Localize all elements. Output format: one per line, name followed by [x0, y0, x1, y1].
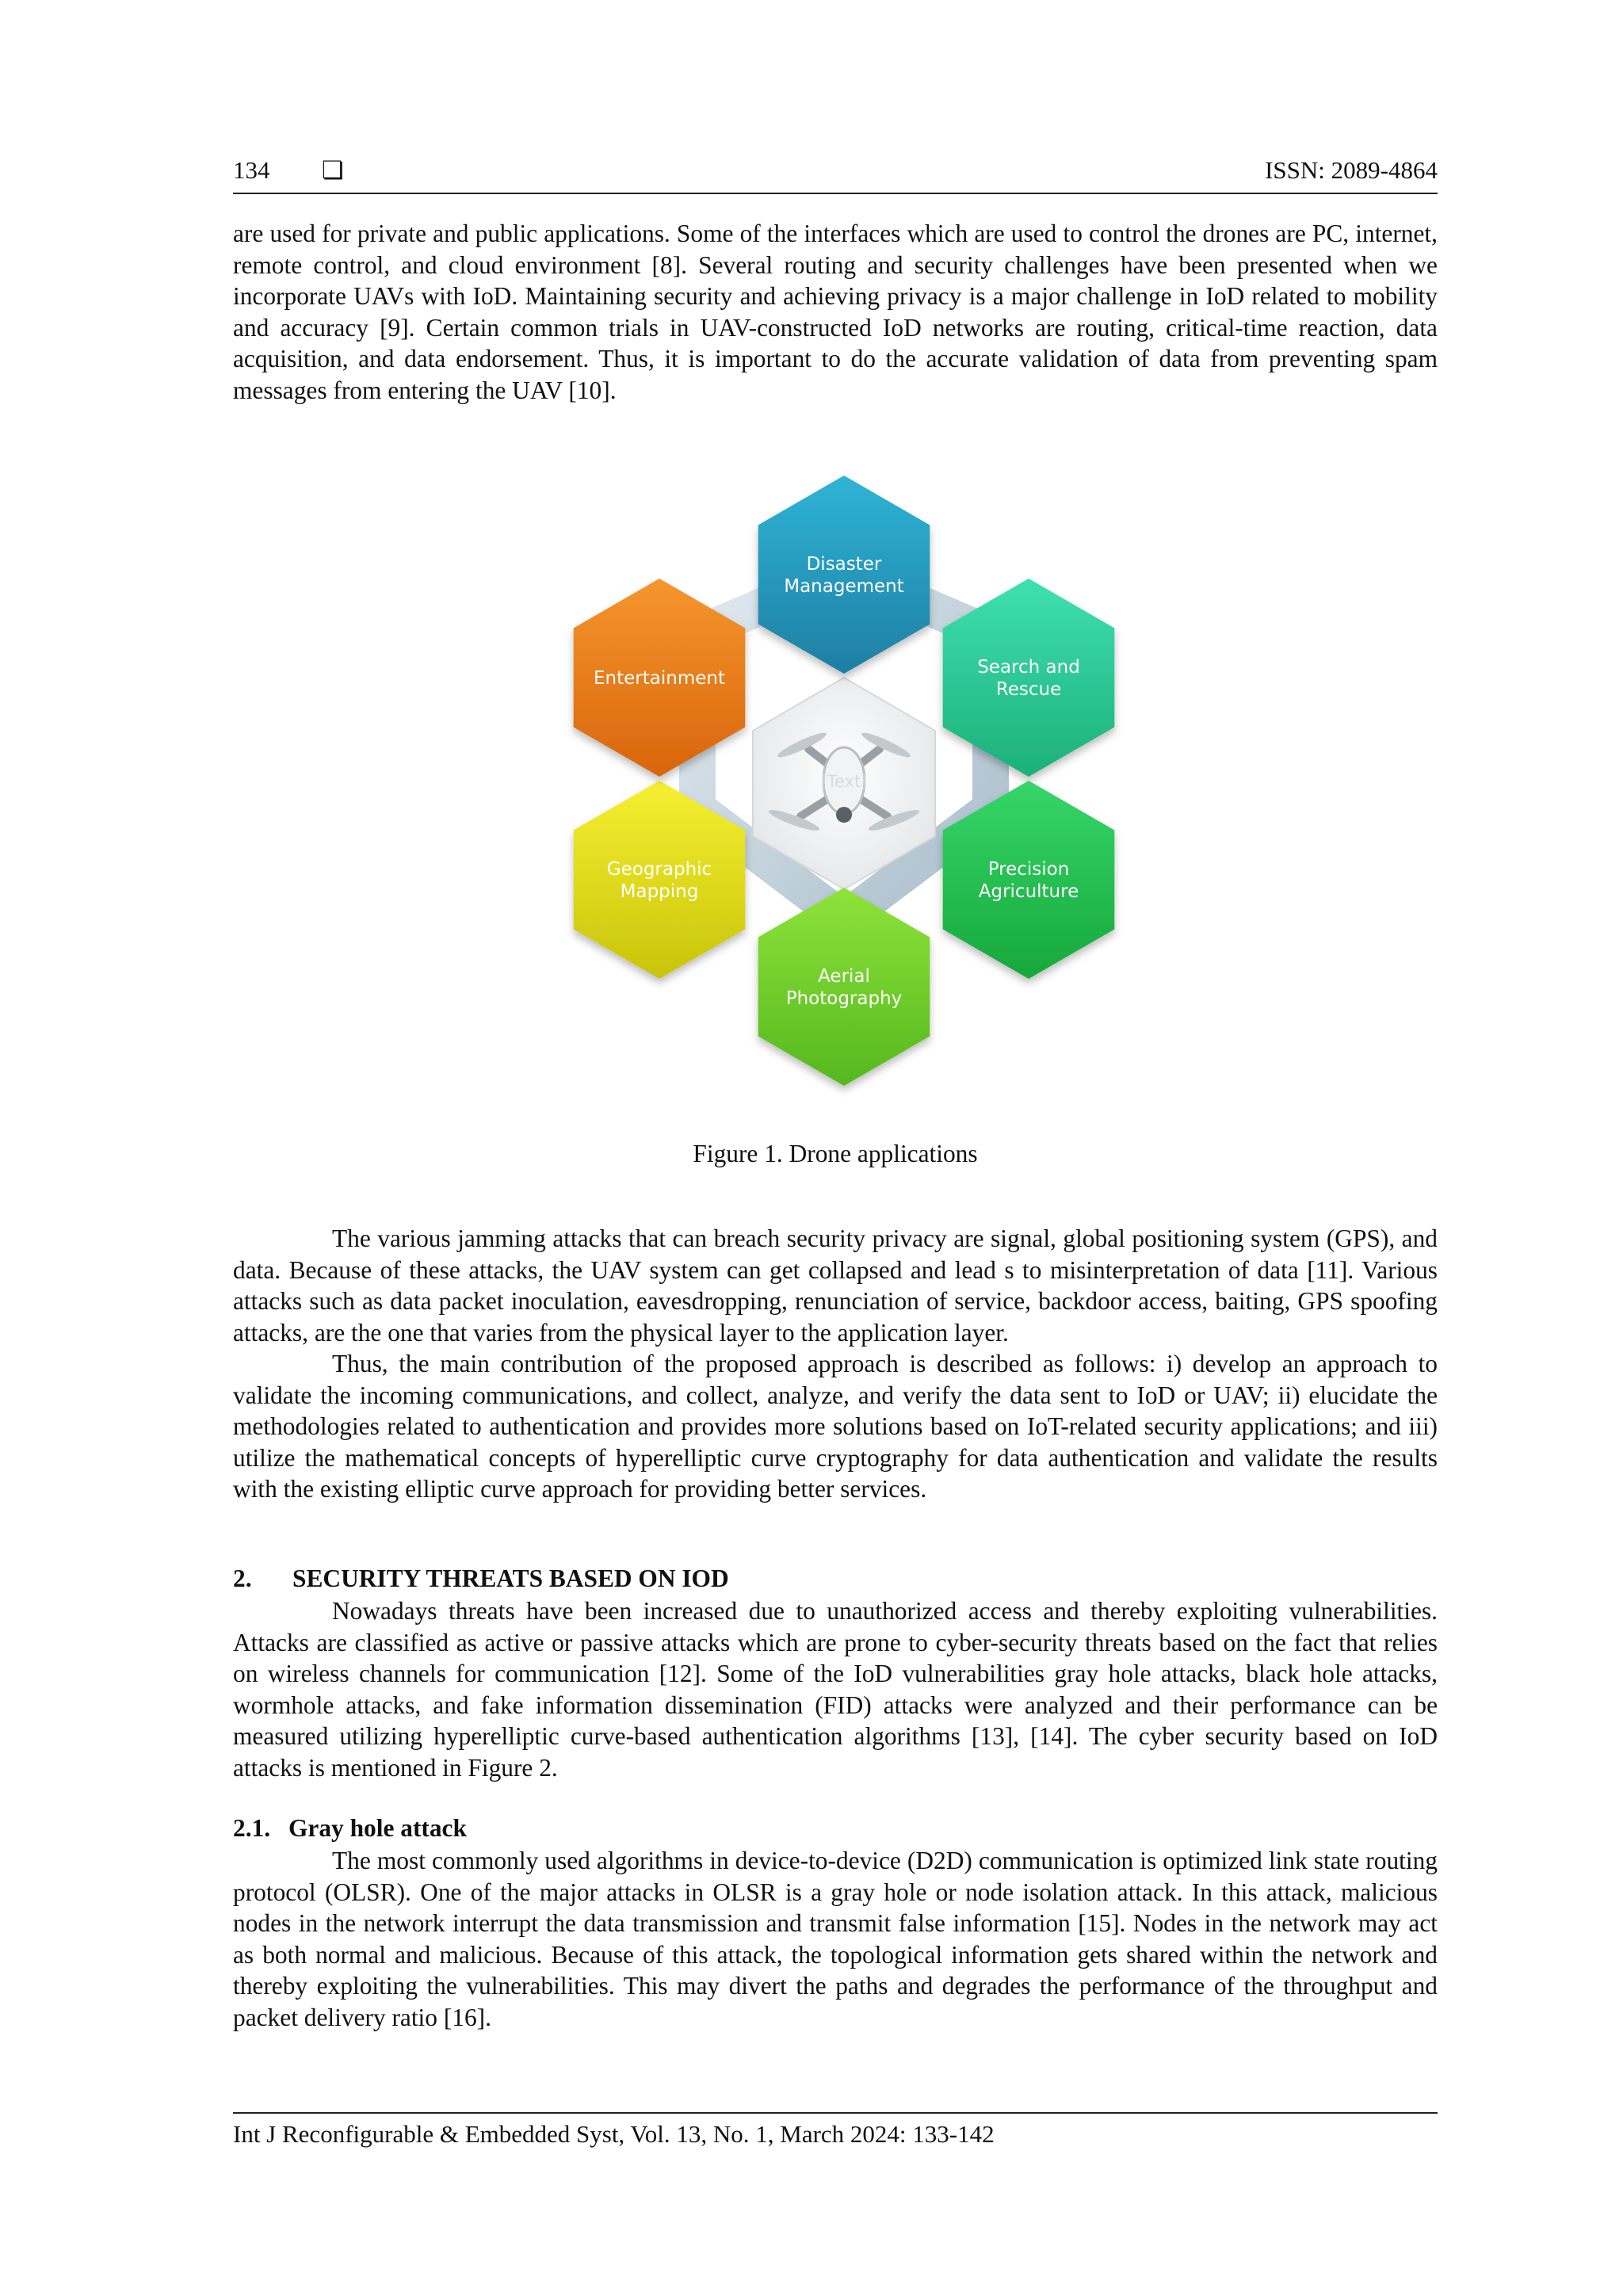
hexagon-label: Rescue — [995, 679, 1062, 700]
hexagon-label: Mapping — [620, 881, 699, 902]
hexagon-label: Precision — [987, 859, 1070, 880]
intro-paragraph: are used for private and public applications. Some of the interfaces which are used to control the drones are PC, internet, remote control, and cloud environment [8]. Several routing and security challenges have been presented when we incorporate UAVs with IoD. Maintaining security and achieving privacy is a major challenge in IoD related to mobility and accuracy [9]. Certain common trials in UAV-constructed IoD networks are routing, critical-time reaction, data acquisition, and data endorsement. Thus, it is important to do the accurate validation of data from preventing spam messages from entering the UAV [10]. — [233, 220, 1438, 404]
hexagon-label: Search and — [977, 657, 1080, 678]
section-2-1-paragraph: The most commonly used algorithms in device-to-device (D2D) communication is optimized link state routing protocol (OLSR). One of the major attacks in OLSR is a gray hole or node isolation attack. In this attack, malicious nodes in the network interrupt the data transmission and transmit false information [15]. Nodes in the network may act as both normal and malicious. Because of this attack, the topological information gets shared within the network and thereby exploiting the vulnerabilities. This may divert the paths and degrades the performance of the throughput and packet delivery ratio [16]. — [233, 1847, 1438, 2031]
hexagon-aerial-photography — [758, 888, 930, 1086]
hexagon-label: Entertainment — [594, 668, 725, 689]
page-header — [233, 155, 1438, 194]
journal-citation: Int J Reconfigurable & Embedded Syst, Vol. 13, No. 1, March 2024: 133-142 — [233, 2120, 995, 2148]
section-2-heading — [233, 1564, 729, 1593]
contribution-paragraph: Thus, the main contribution of the proposed approach is described as follows: i) develop an approach to validate the incoming communications, and collect, analyze, and verify the data sent to IoD or UAV; ii) elucidate the methodologies related to authentication and provides more solutions based on IoT-related security applications; and iii) utilize the mathematical concepts of hyperelliptic curve cryptography for data authentication and validate the results with the existing elliptic curve approach for providing better services. — [233, 1350, 1438, 1503]
hexagon-label: Photography — [785, 988, 903, 1009]
hexagon-label: Agriculture — [978, 881, 1079, 902]
jamming-paragraph: The various jamming attacks that can breach security privacy are signal, global positioning system (GPS), and data. Because of these attacks, the UAV system can get collapsed and lead s to misinterpretation of data [11]. Various attacks such as data packet inoculation, eavesdropping, renunciation of service, backdoor access, baiting, GPS spoofing attacks, are the one that varies from the physical layer to the application layer. — [233, 1224, 1438, 1347]
section-title: SECURITY THREATS BASED ON IOD — [292, 1564, 729, 1592]
hexagon-label: Geographic — [606, 859, 712, 880]
figure-svg — [547, 476, 1141, 1110]
figure-caption: Figure 1. Drone applications — [693, 1140, 978, 1167]
hexagon-shape — [758, 888, 930, 1086]
hexagon-label: Disaster — [806, 554, 882, 575]
drone-applications-figure — [547, 476, 1141, 1110]
hexagon-label: Management — [784, 576, 904, 597]
section-2-paragraph: Nowadays threats have been increased due to unauthorized access and thereby exploiting vulnerabilities. Attacks are classified as active or passive attacks which are prone to cyber-security threats based on the fact that relies on wireless channels for communication [12]. Some of the IoD vulnerabilities gray hole attacks, black hole attacks, wormhole attacks, and fake information dissemination (FID) attacks were analyzed and their performance can be measured utilizing hyperelliptic curve-based authentication algorithms [13], [14]. The cyber security based on IoD attacks is mentioned in Figure 2. — [233, 1597, 1438, 1782]
section-number: 2. — [233, 1564, 252, 1592]
box-icon: ❏ — [322, 156, 344, 185]
issn: ISSN: 2089-4864 — [1265, 156, 1438, 184]
subsection-title: Gray hole attack — [288, 1814, 467, 1842]
center-label: [Text] — [820, 772, 868, 791]
hexagon-label: Aerial — [818, 966, 870, 987]
page-footer — [233, 2112, 1438, 2149]
hexagon-shape — [758, 476, 930, 674]
subsection-number: 2.1. — [233, 1814, 271, 1842]
hexagon-disaster-management — [758, 476, 930, 674]
page-number: 134 — [233, 156, 270, 184]
section-2-1-heading — [233, 1814, 467, 1843]
